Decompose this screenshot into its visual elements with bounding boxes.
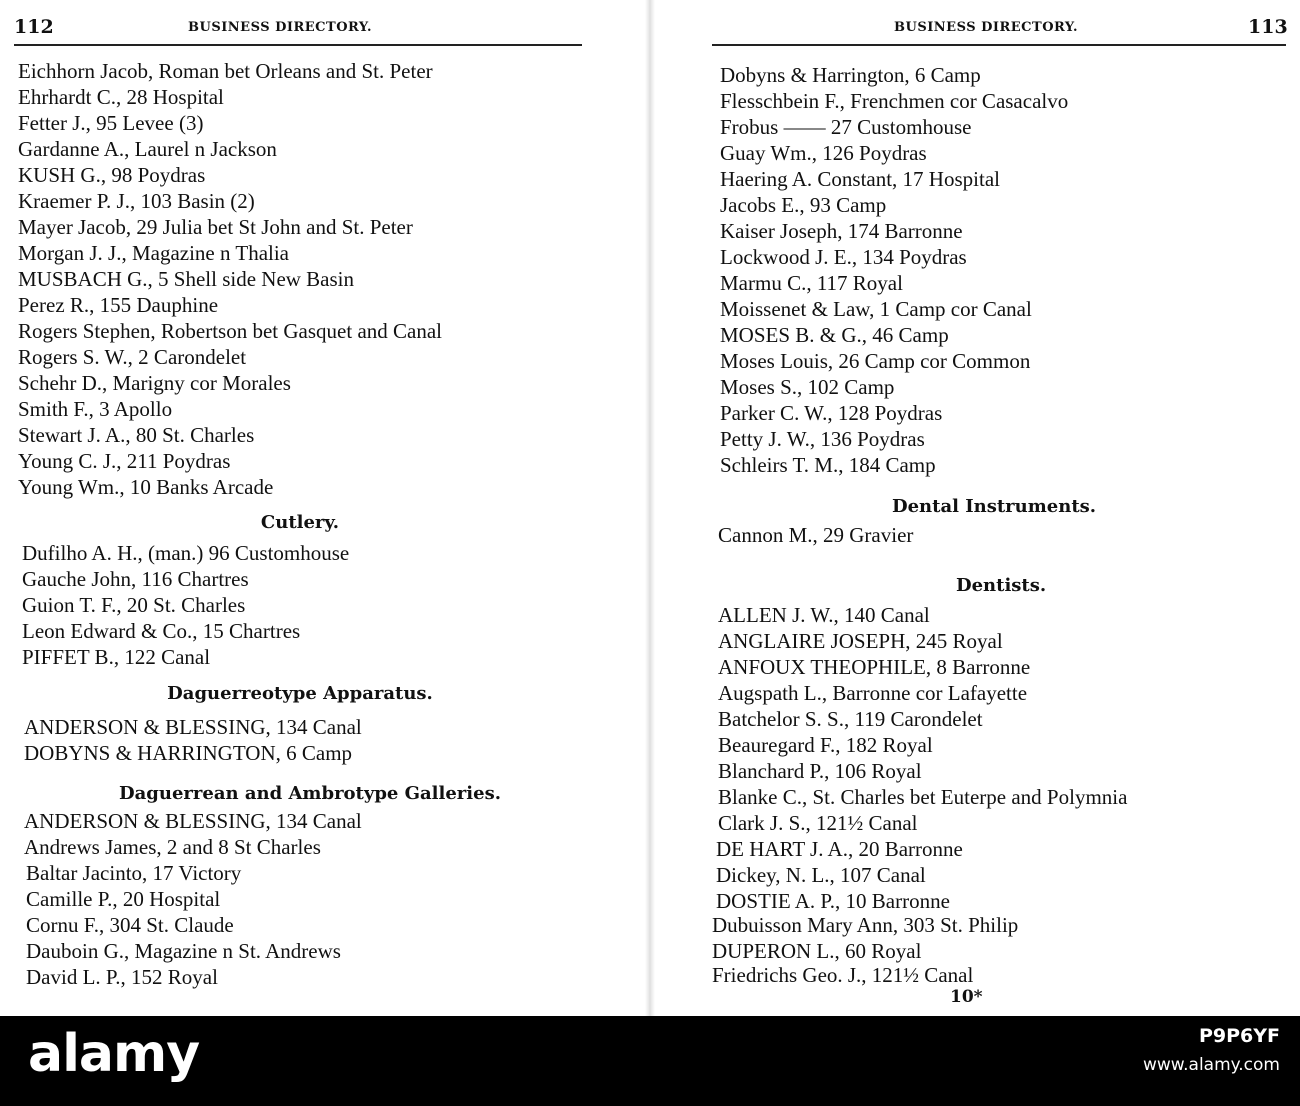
directory-entry: Dauboin G., Magazine n St. Andrews <box>26 939 341 963</box>
directory-entry: Dickey, N. L., 107 Canal <box>716 863 926 887</box>
directory-entry: Cannon M., 29 Gravier <box>718 523 914 547</box>
directory-entry: Guion T. F., 20 St. Charles <box>22 593 246 617</box>
directory-entry: Friedrichs Geo. J., 121½ Canal <box>712 963 974 987</box>
right-running-head: BUSINESS DIRECTORY. <box>894 20 1079 35</box>
right-page <box>650 0 1300 1016</box>
directory-entry: KUSH G., 98 Poydras <box>18 163 206 187</box>
directory-entry: Batchelor S. S., 119 Carondelet <box>718 707 983 731</box>
directory-entry: Camille P., 20 Hospital <box>26 887 221 911</box>
directory-entry: Morgan J. J., Magazine n Thalia <box>18 241 290 265</box>
directory-entry: MUSBACH G., 5 Shell side New Basin <box>18 267 355 291</box>
directory-entry: Guay Wm., 126 Poydras <box>720 141 927 165</box>
directory-entry: Schleirs T. M., 184 Camp <box>720 453 936 477</box>
left-header-rule <box>14 44 582 46</box>
directory-entry: Gauche John, 116 Chartres <box>22 567 249 591</box>
directory-entry: ALLEN J. W., 140 Canal <box>718 603 930 627</box>
section-heading-daguerrean-galleries: Daguerrean and Ambrotype Galleries. <box>119 783 501 804</box>
directory-entry: ANGLAIRE JOSEPH, 245 Royal <box>718 629 1003 653</box>
directory-entry: Moissenet & Law, 1 Camp cor Canal <box>720 297 1032 321</box>
directory-entry: Moses Louis, 26 Camp cor Common <box>720 349 1031 373</box>
directory-entry: Frobus —— 27 Customhouse <box>720 115 972 139</box>
directory-entry: Lockwood J. E., 134 Poydras <box>720 245 967 269</box>
directory-entry: Eichhorn Jacob, Roman bet Orleans and St. Peter <box>18 59 433 83</box>
left-page <box>0 0 650 1016</box>
directory-entry: Blanchard P., 106 Royal <box>718 759 922 783</box>
directory-entry: Ehrhardt C., 28 Hospital <box>18 85 224 109</box>
section-heading-daguerreotype-apparatus: Daguerreotype Apparatus. <box>167 683 433 704</box>
directory-entry: Baltar Jacinto, 17 Victory <box>26 861 242 885</box>
directory-entry: Stewart J. A., 80 St. Charles <box>18 423 255 447</box>
directory-entry: Moses S., 102 Camp <box>720 375 895 399</box>
directory-entry: Dubuisson Mary Ann, 303 St. Philip <box>712 913 1019 937</box>
directory-entry: Andrews James, 2 and 8 St Charles <box>24 835 321 859</box>
directory-entry: Augspath L., Barronne cor Lafayette <box>718 681 1028 705</box>
directory-entry: Haering A. Constant, 17 Hospital <box>720 167 1000 191</box>
directory-entry: Flesschbein F., Frenchmen cor Casacalvo <box>720 89 1069 113</box>
right-page-number: 113 <box>1248 16 1288 38</box>
directory-entry: Smith F., 3 Apollo <box>18 397 173 421</box>
directory-entry: Kraemer P. J., 103 Basin (2) <box>18 189 255 213</box>
directory-entry: DOBYNS & HARRINGTON, 6 Camp <box>24 741 353 765</box>
directory-entry: Parker C. W., 128 Poydras <box>720 401 943 425</box>
directory-entry: Leon Edward & Co., 15 Chartres <box>22 619 301 643</box>
directory-entry: Cornu F., 304 St. Claude <box>26 913 234 937</box>
directory-entry: Young Wm., 10 Banks Arcade <box>18 475 274 499</box>
directory-entry: Fetter J., 95 Levee (3) <box>18 111 204 135</box>
directory-entry: David L. P., 152 Royal <box>26 965 218 989</box>
directory-entry: ANDERSON & BLESSING, 134 Canal <box>24 715 362 739</box>
left-running-head: BUSINESS DIRECTORY. <box>188 20 373 35</box>
section-heading-dentists: Dentists. <box>956 575 1047 596</box>
directory-entry: Dufilho A. H., (man.) 96 Customhouse <box>22 541 350 565</box>
directory-entry: DE HART J. A., 20 Barronne <box>716 837 963 861</box>
directory-entry: ANDERSON & BLESSING, 134 Canal <box>24 809 362 833</box>
directory-entry: DOSTIE A. P., 10 Barronne <box>716 889 950 913</box>
signature-mark: 10* <box>950 987 983 1007</box>
directory-entry: Gardanne A., Laurel n Jackson <box>18 137 277 161</box>
directory-entry: Rogers Stephen, Robertson bet Gasquet and Canal <box>18 319 442 343</box>
directory-entry: Beauregard F., 182 Royal <box>718 733 933 757</box>
directory-entry: PIFFET B., 122 Canal <box>22 645 211 669</box>
directory-entry: Schehr D., Marigny cor Morales <box>18 371 291 395</box>
section-heading-dental-instruments: Dental Instruments. <box>892 496 1097 517</box>
directory-entry: Clark J. S., 121½ Canal <box>718 811 918 835</box>
directory-entry: MOSES B. & G., 46 Camp <box>720 323 949 347</box>
directory-entry: Young C. J., 211 Poydras <box>18 449 231 473</box>
left-page-number: 112 <box>14 16 54 38</box>
directory-entry: ANFOUX THEOPHILE, 8 Barronne <box>718 655 1031 679</box>
watermark-image-code: P9P6YF <box>1198 1025 1280 1047</box>
directory-entry: Kaiser Joseph, 174 Barronne <box>720 219 963 243</box>
directory-entry: Blanke C., St. Charles bet Euterpe and Polymnia <box>718 785 1128 809</box>
watermark-url: www.alamy.com <box>1142 1055 1280 1075</box>
watermark-logo: alamy <box>28 1024 200 1084</box>
directory-entry: Petty J. W., 136 Poydras <box>720 427 925 451</box>
right-header-rule <box>712 44 1286 46</box>
directory-entry: Rogers S. W., 2 Carondelet <box>18 345 247 369</box>
directory-entry: Mayer Jacob, 29 Julia bet St John and St. Peter <box>18 215 413 239</box>
section-heading-cutlery: Cutlery. <box>260 512 340 533</box>
directory-entry: Perez R., 155 Dauphine <box>18 293 219 317</box>
directory-entry: Marmu C., 117 Royal <box>720 271 903 295</box>
directory-entry: Jacobs E., 93 Camp <box>720 193 887 217</box>
directory-entry: Dobyns & Harrington, 6 Camp <box>720 63 981 87</box>
directory-entry: DUPERON L., 60 Royal <box>712 939 922 963</box>
